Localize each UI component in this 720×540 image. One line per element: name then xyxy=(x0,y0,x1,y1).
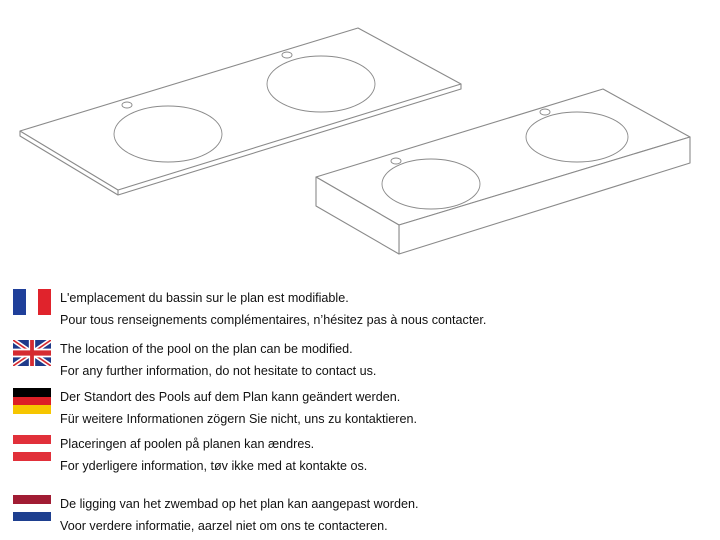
note-danish-line1: Placeringen af poolen på planen kan ændres. xyxy=(60,437,315,451)
note-french-line2: Pour tous renseignements complémentaires, n’hésitez pas à nous contacter. xyxy=(60,313,487,327)
germany-flag xyxy=(13,388,51,414)
note-danish-line2: For yderligere information, tøv ikke med at kontakte os. xyxy=(60,459,368,473)
note-german-line2: Für weitere Informationen zögern Sie nicht, uns zu kontaktieren. xyxy=(60,412,418,426)
denmark-austria-flag xyxy=(13,435,51,461)
netherlands-flag xyxy=(13,495,51,521)
united-kingdom-flag xyxy=(13,340,51,366)
note-dutch-line2: Voor verdere informatie, aarzel niet om ons te contacteren. xyxy=(60,519,388,533)
note-german-line1: Der Standort des Pools auf dem Plan kann geändert werden. xyxy=(60,390,401,404)
note-english-line1: The location of the pool on the plan can be modified. xyxy=(60,342,353,356)
note-french-line1: L'emplacement du bassin sur le plan est modifiable. xyxy=(60,291,349,305)
france-flag xyxy=(13,289,51,315)
note-english-line2: For any further information, do not hesitate to contact us. xyxy=(60,364,377,378)
note-dutch-line1: De ligging van het zwembad op het plan kan aangepast worden. xyxy=(60,497,419,511)
